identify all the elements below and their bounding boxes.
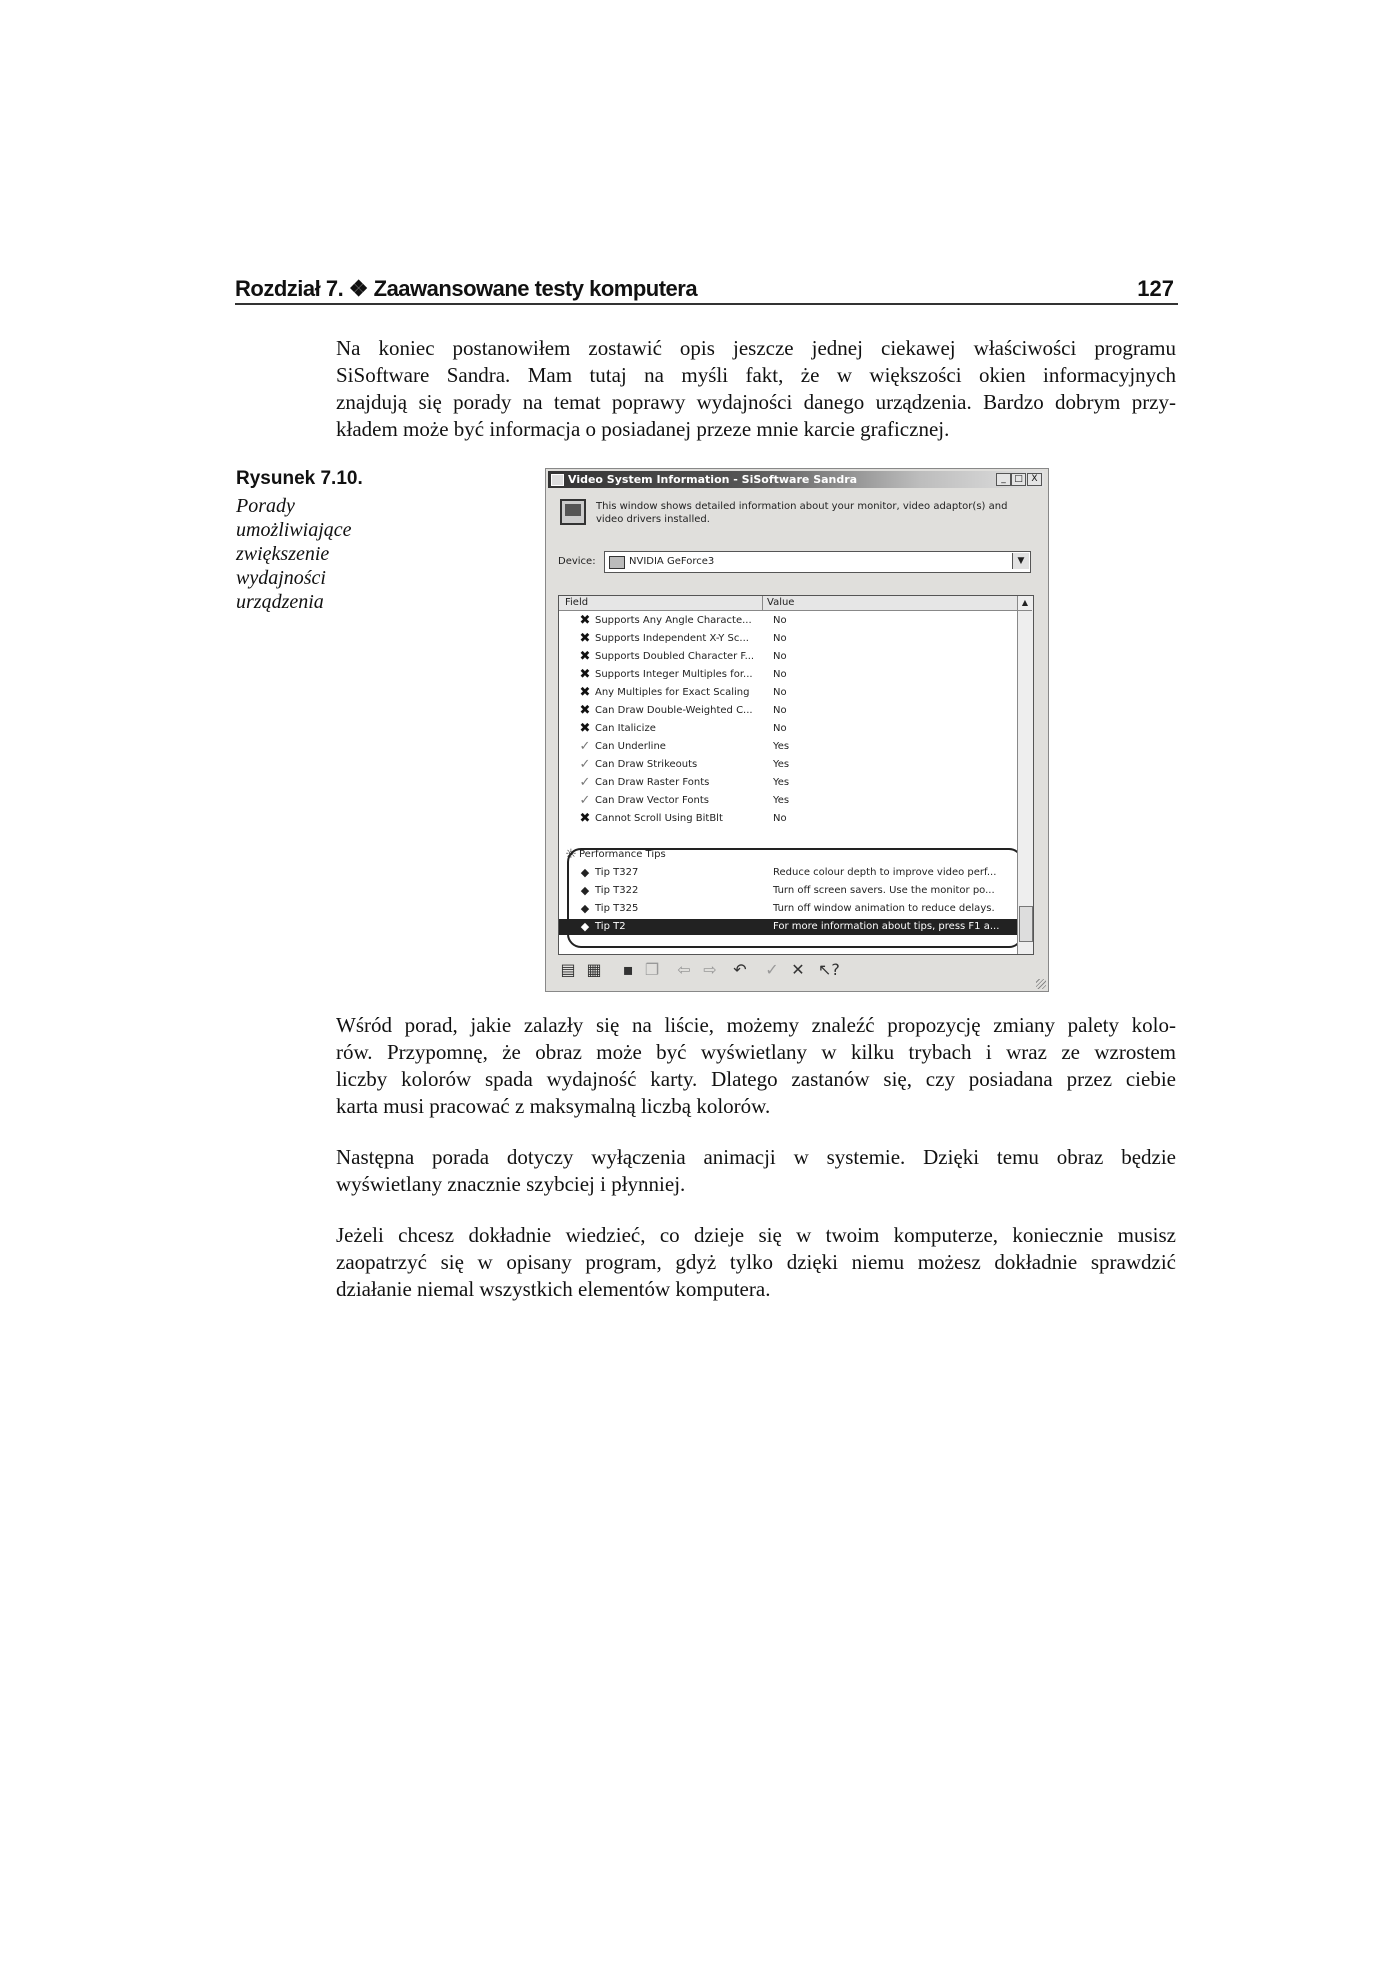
tip-icon: ◆ [580,884,590,897]
field-name: Supports Independent X-Y Sc... [595,633,749,644]
text-line: rów. Przypomnę, że obraz może być wyświetlany w kilku trybach i wraz ze wzrostem [336,1040,1176,1064]
tip-text: Turn off window animation to reduce delays. [773,903,995,914]
list-item[interactable] [559,739,1017,755]
field-value: Yes [773,759,790,770]
list-item[interactable] [559,631,1017,647]
field-value: No [773,651,787,662]
toolbar [556,957,1036,983]
list-item[interactable] [559,613,1017,629]
cross-icon: ✖ [579,631,591,646]
chapter-title: Rozdział 7. ❖ Zaawansowane testy komputera [235,276,698,301]
check-icon: ✓ [579,775,591,790]
caption-line: umożliwiające [236,519,352,541]
caption-line: urządzenia [236,591,324,613]
tip-name: Tip T325 [595,903,639,914]
help-icon[interactable]: ↖? [818,960,840,979]
text-line: działanie niemal wszystkich elementów komputera. [336,1277,771,1301]
tip-icon: ◆ [580,866,590,879]
field-name: Can Draw Vector Fonts [595,795,709,806]
options-icon[interactable]: ▦ [586,960,602,979]
window-title: Video System Information - SiSoftware Sandra [568,473,858,486]
cross-icon: ✖ [579,721,591,736]
running-head [235,276,1178,304]
text-line: liczby kolorów spada wydajność karty. Dlatego zastanów się, czy posiadana przez ciebie [336,1067,1176,1091]
refresh-icon[interactable]: ↶ [733,960,747,979]
check-icon: ✓ [579,793,591,808]
caption-line: wydajności [236,567,326,589]
text-line: Wśród porad, jakie zalazły się na liście, możemy znaleźć propozycję zmiany palety kolo- [336,1013,1176,1037]
chevron-down-icon[interactable]: ▼ [1012,553,1029,569]
info-text: This window shows detailed information about your monitor, video adaptor(s) and video drivers installed. [596,501,1008,525]
field-name: Can Draw Strikeouts [595,759,698,770]
cross-icon: ✖ [579,667,591,682]
video-card-icon [609,556,625,569]
tip-icon: ◆ [580,902,590,915]
field-value: Yes [773,777,790,788]
scroll-up-icon[interactable]: ▲ [1018,596,1032,611]
text-line: kładem może być informacja o posiadanej przeze mnie karcie graficznej. [336,417,950,441]
field-value: No [773,813,787,824]
field-value: Yes [773,795,790,806]
cross-icon: ✖ [579,811,591,826]
field-name: Supports Doubled Character F... [595,651,755,662]
list-item[interactable] [559,649,1017,665]
list-item[interactable] [559,703,1017,719]
column-header-field[interactable]: Field [565,597,589,608]
field-value: Yes [773,741,790,752]
list-item[interactable] [559,757,1017,773]
tip-icon: ◆ [580,920,590,933]
check-icon: ✓ [579,739,591,754]
field-value: No [773,723,787,734]
tip-name: Tip T327 [595,867,639,878]
list-item[interactable] [559,793,1017,809]
tip-text: Turn off screen savers. Use the monitor po... [773,885,995,896]
sandra-window [545,468,1049,992]
field-name: Can Draw Raster Fonts [595,777,710,788]
tip-name: Tip T322 [595,885,639,896]
body-paragraph-3 [336,1222,1176,1303]
field-value: No [773,705,787,716]
monitor-icon [560,499,586,525]
body-paragraph-1 [336,1012,1176,1120]
list-item[interactable] [559,685,1017,701]
minimize-button[interactable]: _ [996,473,1011,486]
device-label: Device: [558,556,596,567]
app-icon [551,474,564,486]
tip-text: Reduce colour depth to improve video perf... [773,867,997,878]
tip-name: Tip T2 [595,921,626,932]
text-line: wyświetlany znacznie szybciej i płynniej. [336,1172,686,1196]
column-separator[interactable] [762,596,763,610]
ok-icon[interactable]: ✓ [765,960,779,979]
text-line: SiSoftware Sandra. Mam tutaj na myśli fakt, że w większości okien informacyjnych [336,363,1176,387]
field-name: Can Draw Double-Weighted C... [595,705,753,716]
text-line: Następna porada dotyczy wyłączenia animacji w systemie. Dzięki temu obraz będzie [336,1145,1176,1169]
field-value: No [773,669,787,680]
field-value: No [773,615,787,626]
field-name: Can Italicize [595,723,656,734]
lightbulb-icon: ☼ [565,847,577,862]
intro-paragraph [336,335,1176,443]
cross-icon: ✖ [579,649,591,664]
cross-icon: ✖ [579,685,591,700]
field-name: Can Underline [595,741,666,752]
close-button[interactable]: X [1027,473,1042,486]
maximize-button[interactable]: □ [1011,473,1026,486]
caption-line: Porady [236,495,295,517]
list-item[interactable] [559,811,1017,827]
cross-icon: ✖ [579,703,591,718]
save-icon[interactable]: ▪ [622,960,634,979]
list-item[interactable] [559,721,1017,737]
text-line: znajdują się porady na temat poprawy wydajności danego urządzenia. Bardzo dobrym przy- [336,390,1176,414]
field-name: Any Multiples for Exact Scaling [595,687,750,698]
info-list[interactable] [558,595,1034,955]
body-paragraph-2 [336,1144,1176,1198]
scroll-thumb[interactable] [1019,906,1033,942]
page-number: 127 [1137,276,1174,301]
title-bar[interactable] [548,471,1044,488]
figure-label: Rysunek 7.10. [236,468,363,489]
section-title: Performance Tips [579,849,666,860]
list-item[interactable] [559,667,1017,683]
forward-icon[interactable]: ⇨ [703,960,717,979]
column-header-value[interactable]: Value [767,597,795,608]
cancel-icon[interactable]: ✕ [791,960,805,979]
cross-icon: ✖ [579,613,591,628]
back-icon[interactable]: ⇦ [677,960,691,979]
copy-icon[interactable]: ❐ [644,960,660,979]
field-value: No [773,687,787,698]
device-select[interactable] [604,551,1031,573]
text-line: Jeżeli chcesz dokładnie wiedzieć, co dzieje się w twoim komputerze, koniecznie musisz [336,1223,1176,1247]
field-name: Supports Integer Multiples for... [595,669,753,680]
text-line: Na koniec postanowiłem zostawić opis jeszcze jednej ciekawej właściwości programu [336,336,1176,360]
caption-line: zwiększenie [236,543,330,565]
header-rule [235,303,1178,305]
resize-grip-icon[interactable] [1036,979,1046,989]
field-name: Supports Any Angle Characte... [595,615,752,626]
vertical-scrollbar[interactable] [1017,596,1033,954]
text-line: zaopatrzyć się w opisany program, gdyż tylko dzięki niemu możesz dokładnie sprawdzić [336,1250,1176,1274]
highlight-outline [567,848,1023,948]
field-value: No [773,633,787,644]
list-header [559,596,1017,611]
field-name: Cannot Scroll Using BitBlt [595,813,723,824]
device-value: NVIDIA GeForce3 [629,556,715,567]
figure-caption [236,494,396,614]
check-icon: ✓ [579,757,591,772]
report-icon[interactable]: ▤ [560,960,576,979]
list-item[interactable] [559,775,1017,791]
text-line: karta musi pracować z maksymalną liczbą kolorów. [336,1094,771,1118]
tip-text: For more information about tips, press F1 a... [773,921,1000,932]
